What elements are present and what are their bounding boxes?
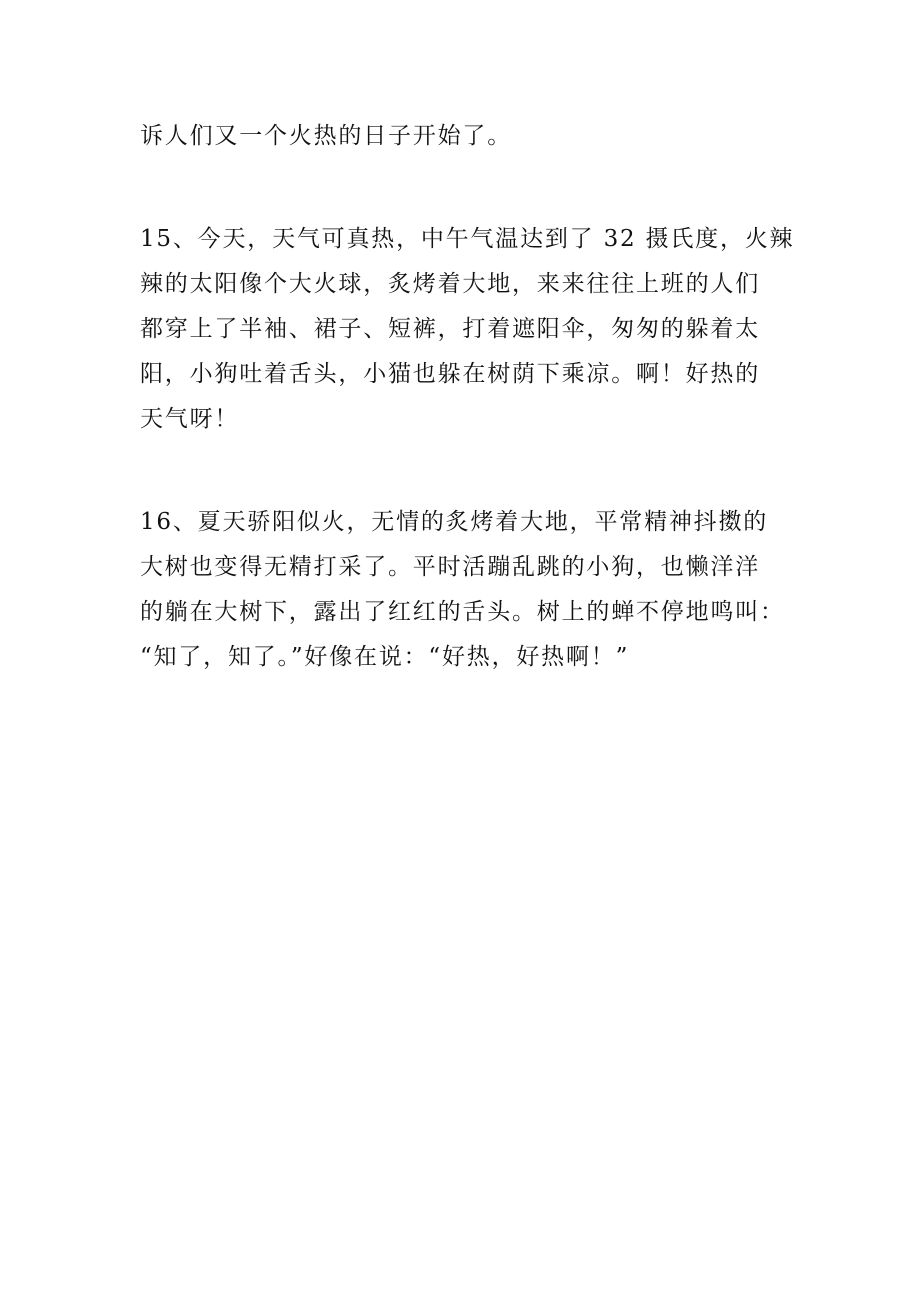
text-line: 诉人们又一个火热的日子开始了。 — [140, 123, 512, 149]
paragraph-spacer — [140, 442, 780, 500]
text-line: “知了，知了。”好像在说：“好热，好热啊！” — [140, 644, 630, 670]
text-line: 天气呀！ — [140, 406, 240, 432]
text-line: 辣的太阳像个大火球，炙烤着大地，来来往往上班的人们 — [140, 271, 760, 297]
document-body — [140, 114, 795, 680]
paragraph-spacer — [140, 159, 780, 217]
text-line: 16、夏天骄阳似火，无情的炙烤着大地，平常精神抖擞的 — [140, 509, 769, 535]
text-line: 15、今天，天气可真热，中午气温达到了 32 摄氏度，火辣 — [140, 226, 795, 252]
text-line: 都穿上了半袖、裙子、短裤，打着遮阳伞，匆匆的躲着太 — [140, 316, 760, 342]
text-line: 大树也变得无精打采了。平时活蹦乱跳的小狗，也懒洋洋 — [140, 554, 760, 580]
text-line: 阳，小狗吐着舌头，小猫也躲在树荫下乘凉。啊！好热的 — [140, 361, 760, 387]
paragraph-continuation — [140, 114, 780, 159]
text-line: 的躺在大树下，露出了红红的舌头。树上的蝉不停地鸣叫： — [140, 599, 785, 625]
paragraph-15 — [140, 217, 795, 442]
paragraph-16 — [140, 500, 785, 680]
